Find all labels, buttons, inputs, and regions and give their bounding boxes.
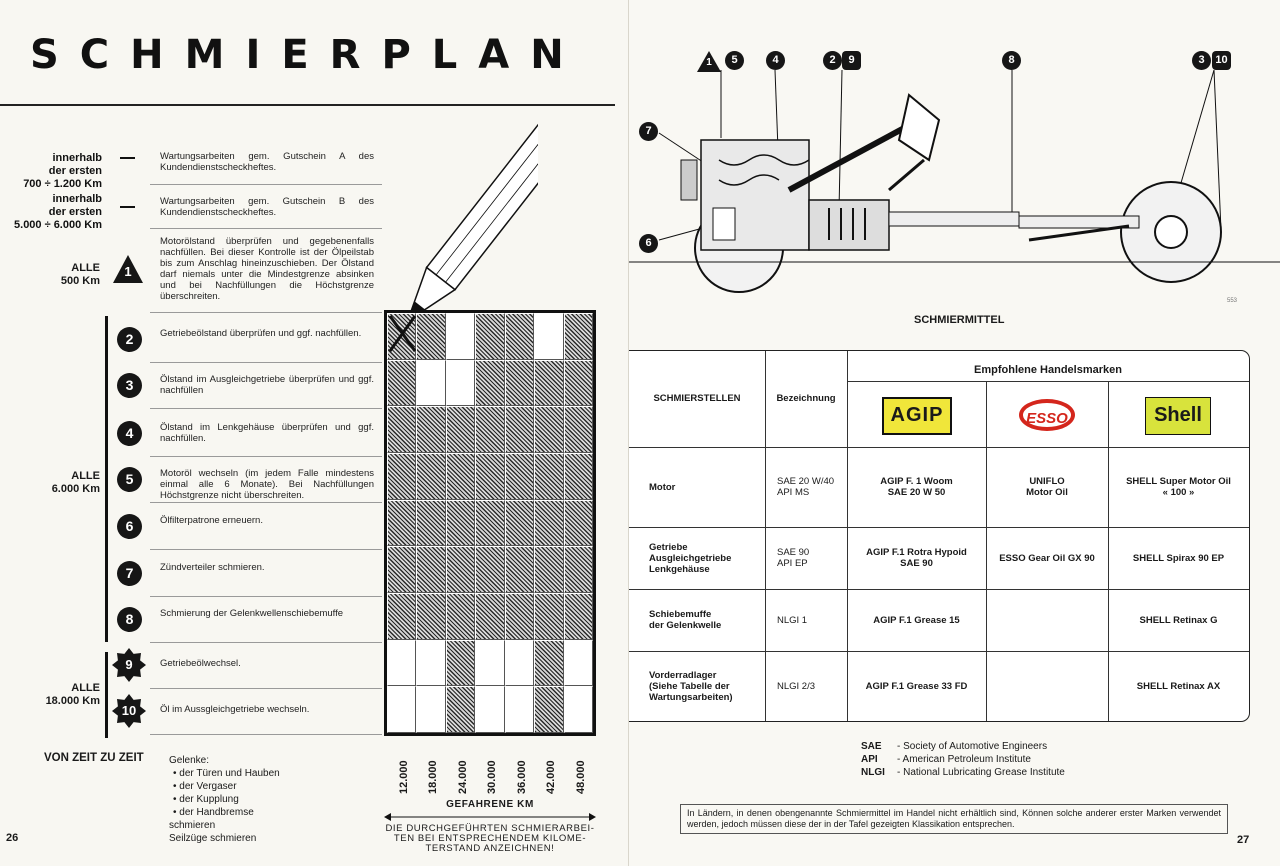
row-divider	[150, 502, 382, 503]
checklist-cell[interactable]	[475, 453, 504, 500]
checklist-grid	[384, 310, 596, 736]
circle-number-5: 5	[117, 467, 142, 492]
checklist-cell[interactable]	[505, 640, 534, 687]
group-bracket	[105, 652, 108, 738]
checklist-cell[interactable]	[416, 500, 445, 547]
checklist-cell[interactable]	[564, 406, 593, 453]
checklist-cell[interactable]	[505, 686, 534, 733]
callout-3: 3	[1192, 51, 1211, 70]
table-cell-shell: SHELL Super Motor Oil « 100 »	[1126, 476, 1231, 498]
callout-6: 6	[639, 234, 658, 253]
callout-4: 4	[766, 51, 785, 70]
checklist-cell[interactable]	[534, 640, 563, 687]
table-cell-stelle: Getriebe Ausgleichgetriebe Lenkgehäuse	[649, 541, 732, 575]
check-x-mark	[387, 313, 419, 353]
callout-2: 2	[823, 51, 842, 70]
checklist-cell[interactable]	[446, 686, 475, 733]
maintenance-item-text: Ölstand im Lenkgehäuse überprüfen und ggf. nachfüllen.	[160, 422, 374, 444]
checklist-cell[interactable]	[446, 313, 475, 360]
chassis-diagram	[629, 40, 1280, 310]
checklist-cell[interactable]	[505, 360, 534, 407]
circle-number-7: 7	[117, 561, 142, 586]
circle-number-6: 6	[117, 514, 142, 539]
checklist-cell[interactable]	[416, 546, 445, 593]
table-cell-esso: UNIFLO Motor Oil	[1026, 476, 1068, 498]
table-cell-stelle: Schiebemuffe der Gelenkwelle	[649, 609, 722, 631]
figure-number: 553	[1227, 298, 1238, 304]
table-cell-stelle: Vorderradlager (Siehe Tabelle der Wartungsarbeiten)	[649, 669, 733, 703]
checklist-cell[interactable]	[564, 593, 593, 640]
dash-marker	[120, 206, 135, 208]
checklist-cell[interactable]	[416, 640, 445, 687]
maintenance-item-text: Schmierung der Gelenkwellenschiebemuffe	[160, 608, 344, 619]
page-number-left: 26	[6, 832, 19, 844]
checklist-cell[interactable]	[387, 686, 416, 733]
header-recommended: Empfohlene Handelsmarken	[974, 364, 1122, 376]
checklist-cell[interactable]	[446, 360, 475, 407]
table-cell-bez: NLGI 2/3	[777, 680, 816, 692]
triangle-number: 1	[124, 264, 132, 279]
checklist-cell[interactable]	[564, 686, 593, 733]
checklist-cell[interactable]	[475, 313, 504, 360]
checklist-cell[interactable]	[446, 453, 475, 500]
lubricant-table	[629, 350, 1250, 722]
footnote-box: In Ländern, in denen obengenannte Schmiermittel im Handel nicht erhältlich sind, Können solche anderer erster Marken verwendet werden, jedoch müssen diese der in der Tafel gezeigten Klassikation entsprechen.	[680, 804, 1228, 834]
shell-logo: Shell	[1145, 397, 1211, 435]
title-rule	[0, 104, 615, 106]
row-divider	[150, 228, 382, 229]
agip-logo: AGIP	[882, 397, 952, 435]
alle-18000-label: ALLE 18.000 Km	[45, 682, 100, 707]
interval-text-2: Wartungsarbeiten gem. Gutschein B des Kundendienstscheckheftes.	[160, 196, 374, 218]
maintenance-item-text: Getriebeölstand überprüfen und ggf. nachfüllen.	[160, 328, 362, 339]
checklist-cell[interactable]	[446, 593, 475, 640]
maintenance-item-text: Zündverteiler schmieren.	[160, 562, 265, 573]
checklist-cell[interactable]	[534, 313, 563, 360]
checklist-cell[interactable]	[387, 640, 416, 687]
esso-logo: ESSO	[1019, 399, 1075, 431]
checklist-cell[interactable]	[534, 406, 563, 453]
table-cell-stelle: Motor	[649, 481, 676, 493]
double-arrow-icon	[384, 812, 596, 822]
checklist-cell[interactable]	[564, 313, 593, 360]
page-title: SCHMIERPLAN	[30, 32, 585, 78]
checklist-cell[interactable]	[534, 593, 563, 640]
checklist-cell[interactable]	[416, 453, 445, 500]
circle-number-2: 2	[117, 327, 142, 352]
row-divider	[150, 688, 382, 689]
row-divider	[150, 456, 382, 457]
checklist-cell[interactable]	[475, 593, 504, 640]
table-cell-bez: NLGI 1	[777, 614, 808, 626]
km-column-label: 30.000	[486, 760, 499, 794]
interval-label-1: innerhalb der ersten 700 ÷ 1.200 Km	[23, 152, 102, 190]
callout-8: 8	[1002, 51, 1021, 70]
checklist-cell[interactable]	[446, 500, 475, 547]
checklist-cell[interactable]	[387, 360, 416, 407]
checklist-cell[interactable]	[505, 593, 534, 640]
checklist-cell[interactable]	[387, 593, 416, 640]
table-cell-shell: SHELL Spirax 90 EP	[1132, 552, 1225, 564]
row-divider	[150, 549, 382, 550]
callout-9: 9	[842, 51, 861, 70]
checklist-cell[interactable]	[505, 313, 534, 360]
table-cell-shell: SHELL Retinax AX	[1136, 680, 1221, 692]
row-divider	[150, 362, 382, 363]
checklist-cell[interactable]	[475, 360, 504, 407]
callout-5: 5	[725, 51, 744, 70]
checklist-cell[interactable]	[475, 686, 504, 733]
table-cell-agip: AGIP F.1 Rotra Hypoid SAE 90	[866, 547, 967, 569]
interval-label-2: innerhalb der ersten 5.000 ÷ 6.000 Km	[14, 193, 102, 231]
km-column-label: 48.000	[574, 760, 587, 794]
von-zeit-list: Gelenke: • der Türen und Hauben • der Vergaser • der Kupplung • der Handbremse schmieren Seilzüge schmieren	[169, 755, 280, 844]
row-divider	[150, 184, 382, 185]
checklist-cell[interactable]	[387, 500, 416, 547]
checklist-cell[interactable]	[534, 546, 563, 593]
alle-6000-label: ALLE 6.000 Km	[51, 470, 100, 495]
circle-number-4: 4	[117, 421, 142, 446]
von-zeit-label: VON ZEIT ZU ZEIT	[44, 752, 144, 764]
row-divider	[150, 596, 382, 597]
group-bracket	[105, 316, 108, 642]
callout-triangle-1: 1	[697, 51, 721, 72]
table-cell-agip: AGIP F. 1 Woom SAE 20 W 50	[880, 476, 953, 498]
checklist-cell[interactable]	[505, 546, 534, 593]
star-number-10-icon: 10	[112, 694, 146, 728]
maintenance-item-text: Motoröl wechseln (im jedem Falle mindestens einmal alle 6 Monate). Bei Nachfüllungen Höchstgrenze nicht überschreiten.	[160, 468, 374, 501]
checklist-cell[interactable]	[534, 500, 563, 547]
header-schmierstellen: SCHMIERSTELLEN	[653, 393, 741, 404]
km-column-label: 12.000	[398, 760, 410, 794]
checklist-cell[interactable]	[564, 640, 593, 687]
maintenance-item-text: Ölfilterpatrone erneuern.	[160, 515, 263, 526]
checklist-cell[interactable]	[505, 406, 534, 453]
checklist-cell[interactable]	[446, 640, 475, 687]
checklist-cell[interactable]	[505, 453, 534, 500]
table-cell-agip: AGIP F.1 Grease 33 FD	[865, 680, 968, 692]
checklist-cell[interactable]	[534, 686, 563, 733]
alle-500-label: ALLE 500 Km	[60, 262, 100, 287]
gefahrene-km-heading: GEFAHRENE KM	[446, 799, 534, 810]
maintenance-item-text: Getriebeölwechsel.	[160, 658, 241, 669]
maintenance-item-text: Ölstand im Ausgleichgetriebe überprüfen und ggf. nachfüllen	[160, 374, 374, 396]
checklist-cell[interactable]	[416, 593, 445, 640]
abbreviation-legend: SAE - Society of Automotive Engineers API - American Petroleum Institute NLGI - National Lubricating Grease Institute	[861, 741, 1065, 778]
checklist-cell[interactable]	[387, 453, 416, 500]
alle-500-text: Motorölstand überprüfen und gegebenenfalls nachfüllen. Bei dieser Kontrolle ist der Ölpeilstab bis zum Anschlag hineinzuschieben. Der Ölstand darf niemals unter die Mindestgrenze absinken und bei Nachfüllungen die Höchstgrenze überschreiten.	[160, 236, 374, 302]
checklist-cell[interactable]	[564, 546, 593, 593]
checklist-cell[interactable]	[446, 546, 475, 593]
star-number-9-icon: 9	[112, 648, 146, 682]
circle-number-3: 3	[117, 373, 142, 398]
row-divider	[150, 312, 382, 313]
schmiermittel-title: SCHMIERMITTEL	[914, 314, 1005, 326]
checklist-cell[interactable]	[475, 406, 504, 453]
checklist-cell[interactable]	[564, 360, 593, 407]
checklist-cell[interactable]	[416, 360, 445, 407]
checklist-cell[interactable]	[564, 500, 593, 547]
gefahrene-km-block: GEFAHRENE KM DIE DURCHGEFÜHRTEN SCHMIERARBEI- TEN BEI ENTSPRECHENDEM KILOME- TERSTAND ANZEICHNEN!	[381, 800, 599, 854]
maintenance-item-text: Öl im Aussgleichgetriebe wechseln.	[160, 704, 310, 715]
callout-10: 10	[1212, 51, 1231, 70]
km-column-label: 24.000	[456, 760, 469, 794]
km-column-label: 18.000	[427, 760, 440, 794]
checklist-cell[interactable]	[534, 453, 563, 500]
checklist-cell[interactable]	[475, 640, 504, 687]
checklist-cell[interactable]	[416, 686, 445, 733]
checklist-cell[interactable]	[416, 313, 445, 360]
km-column-label: 36.000	[515, 760, 528, 794]
dash-marker	[120, 157, 135, 159]
left-page	[0, 0, 628, 866]
row-divider	[150, 734, 382, 735]
callout-7: 7	[639, 122, 658, 141]
table-cell-bez: SAE 90 API EP	[777, 547, 810, 569]
checklist-cell[interactable]	[475, 546, 504, 593]
checklist-cell[interactable]	[387, 406, 416, 453]
checklist-cell[interactable]	[446, 406, 475, 453]
page-number-right: 27	[1237, 834, 1250, 846]
row-divider	[150, 642, 382, 643]
interval-text-1: Wartungsarbeiten gem. Gutschein A des Kundendienstscheckheftes.	[160, 151, 374, 173]
checklist-cell[interactable]	[534, 360, 563, 407]
km-column-label: 42.000	[545, 760, 558, 794]
right-page	[628, 0, 1280, 866]
checklist-cell[interactable]	[387, 546, 416, 593]
checklist-cell[interactable]	[475, 500, 504, 547]
checklist-cell[interactable]	[416, 406, 445, 453]
checklist-cell[interactable]	[505, 500, 534, 547]
header-bezeichnung: Bezeichnung	[776, 393, 836, 404]
row-divider	[150, 408, 382, 409]
table-cell-esso: ESSO Gear Oil GX 90	[999, 552, 1095, 564]
circle-number-8: 8	[117, 607, 142, 632]
table-cell-shell: SHELL Retinax G	[1139, 614, 1218, 626]
table-cell-bez: SAE 20 W/40 API MS	[777, 476, 835, 498]
table-cell-agip: AGIP F.1 Grease 15	[873, 614, 960, 626]
checklist-cell[interactable]	[564, 453, 593, 500]
